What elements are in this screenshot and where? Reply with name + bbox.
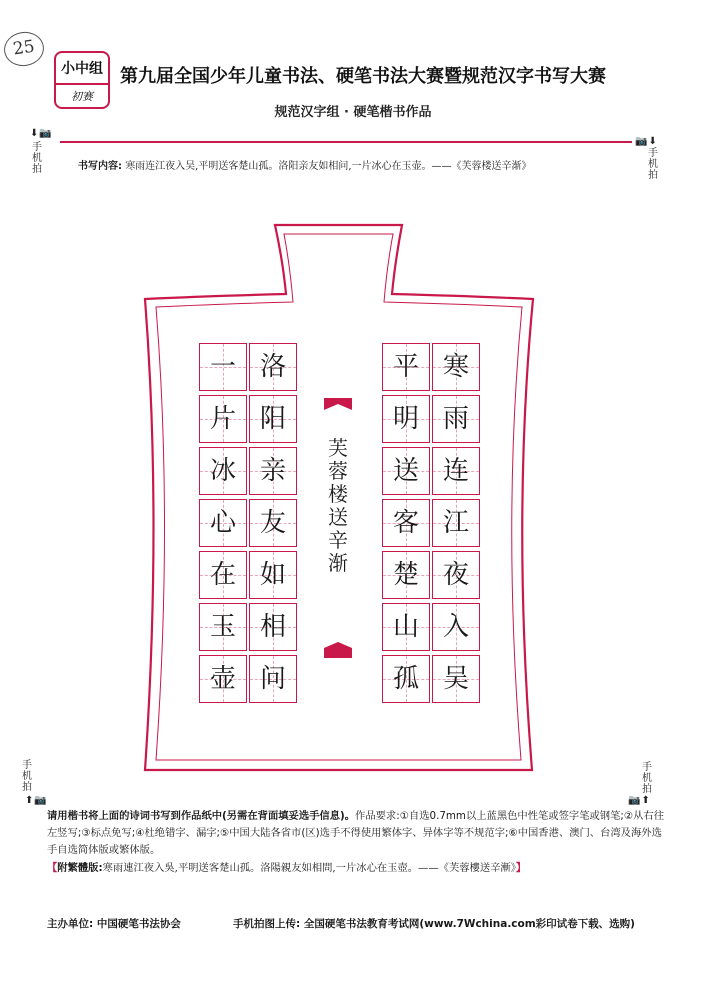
grid-character: 壶 <box>209 664 236 694</box>
grid-character: 相 <box>259 612 286 642</box>
grid-cell <box>432 447 480 495</box>
poem-title-character: 送 <box>328 505 348 529</box>
grid-cell <box>249 603 297 651</box>
grid-cell <box>432 603 480 651</box>
grid-cell <box>382 603 430 651</box>
group-badge-label: 小中组 <box>56 53 108 85</box>
round-badge-label: 初赛 <box>71 90 93 103</box>
grid-character: 亲 <box>259 456 286 486</box>
grid-character: 夜 <box>442 560 469 590</box>
grid-cell <box>199 603 247 651</box>
instructions-lead: 请用楷书将上面的诗词书写到作品纸中(另需在背面填妥选手信息)。 <box>47 810 356 822</box>
grid-cell <box>199 551 247 599</box>
grid-character: 孤 <box>392 664 419 694</box>
grid-character: 问 <box>259 664 286 694</box>
upload-info: 手机拍图上传: 全国硬笔书法教育考试网(www.7Wchina.com彩印试卷下载、选购) <box>233 918 635 930</box>
grid-cell <box>199 499 247 547</box>
grid-character: 一 <box>209 352 236 382</box>
grid-cell <box>382 447 430 495</box>
writing-content-label: 书写内容: <box>78 161 122 172</box>
score-mark: 25 <box>2 29 46 68</box>
grid-cell <box>382 343 430 391</box>
grid-character: 连 <box>442 456 469 486</box>
grid-character: 送 <box>392 456 419 486</box>
grid-cell <box>249 551 297 599</box>
grid-character: 江 <box>442 508 469 538</box>
traditional-version: 【附繁體版:寒雨連江夜入吳,平明送客楚山孤。洛陽親友如相問,一片冰心在玉壺。——《芙蓉樓送辛漸》】 <box>47 862 527 874</box>
grid-character: 如 <box>259 560 286 590</box>
grid-character: 楚 <box>392 560 419 590</box>
grid-character: 客 <box>392 508 419 538</box>
instructions <box>47 808 667 859</box>
poem-title-column <box>320 437 356 587</box>
grid-character: 冰 <box>209 456 236 486</box>
grid-character: 山 <box>392 612 419 642</box>
grid-cell <box>199 343 247 391</box>
grid-cell <box>432 655 480 703</box>
grid-character: 入 <box>442 612 469 642</box>
grid-cell <box>199 395 247 443</box>
grid-cell <box>199 655 247 703</box>
poem-title-character: 辛 <box>328 528 348 552</box>
top-left-camera-icon: ⬇📷 <box>30 128 53 139</box>
grid-cell <box>432 395 480 443</box>
grid-cell <box>382 655 430 703</box>
grid-cell <box>249 343 297 391</box>
grid-cell <box>249 499 297 547</box>
poem-title-character: 蓉 <box>328 459 348 483</box>
instructions-rules: 作品要求:①自选0.7mm以上蓝黑色中性笔或签字笔或钢笔;②从右往左竖写;③标点免写;④杜绝错字、漏字;⑤中国大陆各省市(区)选手不得使用繁体字、异体字等不规范字;⑥中国香港、澳门、台湾及海外选手自选简体版或繁体版。 <box>47 810 664 856</box>
ribbon-bottom-icon <box>324 642 352 658</box>
grid-character: 吴 <box>442 664 469 694</box>
traditional-label: 附繁體版: <box>57 862 103 874</box>
grid-cell <box>382 499 430 547</box>
grid-character: 寒 <box>442 352 469 382</box>
grid-cell <box>432 499 480 547</box>
top-left-phone-label: 手机拍 <box>32 142 42 175</box>
poem-title-character: 楼 <box>328 482 348 506</box>
ribbon-top-icon <box>324 398 352 410</box>
page-title: 第九届全国少年儿童书法、硬笔书法大赛暨规范汉字书写大赛 <box>120 66 606 87</box>
grid-character: 洛 <box>259 352 286 382</box>
grid-character: 玉 <box>209 612 236 642</box>
organizer: 主办单位: 中国硬笔书法协会 <box>47 918 181 930</box>
grid-cell <box>382 551 430 599</box>
grid-cell <box>249 395 297 443</box>
page-subtitle: 规范汉字组 · 硬笔楷书作品 <box>274 105 432 120</box>
grid-character: 明 <box>392 404 419 434</box>
bottom-right-phone-label: 手机拍 <box>642 762 652 795</box>
grid-character: 平 <box>392 352 419 382</box>
grid-cell <box>382 395 430 443</box>
bottom-right-camera-icon: 📷⬆ <box>628 795 651 806</box>
grid-cell <box>432 551 480 599</box>
grid-character: 片 <box>209 404 236 434</box>
poem-title-character: 渐 <box>328 551 348 575</box>
bottom-left-camera-icon: ⬆📷 <box>25 795 48 806</box>
top-right-phone-label: 手机拍 <box>648 148 658 181</box>
traditional-text: 寒雨連江夜入吳,平明送客楚山孤。洛陽親友如相問,一片冰心在玉壺。——《芙蓉樓送辛漸》 <box>102 862 516 874</box>
grid-character: 友 <box>259 508 286 538</box>
grid-cell <box>432 343 480 391</box>
grid-cell <box>199 447 247 495</box>
poem-title-character: 芙 <box>328 436 348 460</box>
grid-character: 雨 <box>442 404 469 434</box>
grid-character: 心 <box>209 508 236 538</box>
grid-cell <box>249 447 297 495</box>
top-right-camera-icon: 📷⬇ <box>635 136 658 147</box>
grid-cell <box>249 655 297 703</box>
grid-character: 阳 <box>259 404 286 434</box>
writing-content-text: 寒雨连江夜入吴,平明送客楚山孤。洛阳亲友如相问,一片冰心在玉壶。——《芙蓉楼送辛渐》 <box>125 161 532 172</box>
grid-character: 在 <box>209 560 236 590</box>
bottom-left-phone-label: 手机拍 <box>22 760 32 793</box>
